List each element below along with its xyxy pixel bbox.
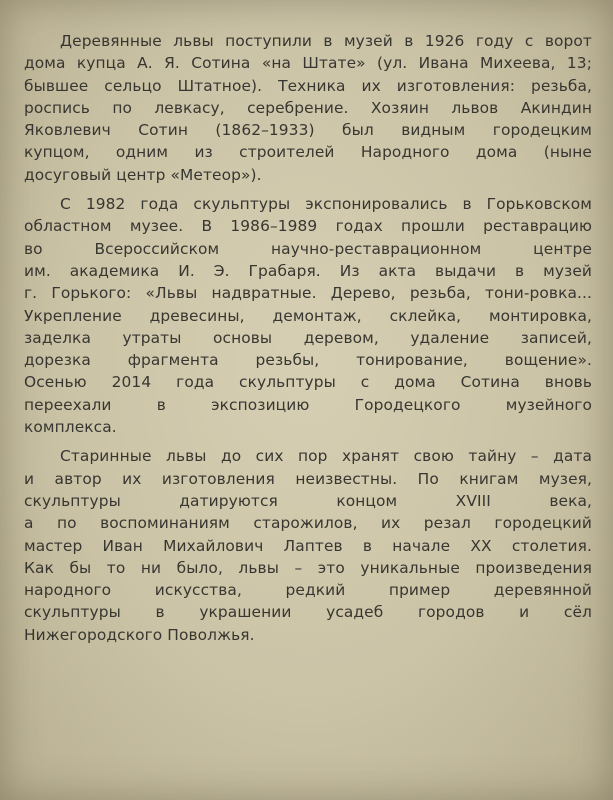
text-line: Как бы то ни было, львы – это уникальные произведения bbox=[24, 558, 592, 577]
text-line: дома купца А. Я. Сотина «на Штате» (ул. Ивана Михеева, 13; bbox=[24, 54, 592, 73]
text-line: народного искусства, редкий пример деревянной bbox=[24, 581, 592, 600]
text-line: а по воспоминаниям старожилов, их резал городецкий bbox=[24, 514, 592, 533]
text-line: бывшее сельцо Штатное). Техника их изготовления: резьба, bbox=[24, 76, 592, 95]
text-line: роспись по левкасу, серебрение. Хозяин львов Акиндин bbox=[24, 98, 592, 117]
text-line: областном музее. В 1986–1989 годах прошли реставрацию bbox=[24, 217, 592, 236]
text-line: Осенью 2014 года скульптуры с дома Сотина вновь bbox=[24, 373, 592, 392]
paragraph-3 bbox=[24, 445, 592, 646]
text-line: Деревянные львы поступили в музей в 1926 году с ворот bbox=[60, 32, 592, 50]
text-line: комплекса. bbox=[24, 418, 117, 437]
text-line: переехали в экспозицию Городецкого музейного bbox=[24, 395, 592, 414]
text-line: Нижегородского Поволжья. bbox=[24, 625, 255, 644]
text-line: скульптуры датируются концом XVIII века, bbox=[24, 491, 592, 510]
text-line: и автор их изготовления неизвестны. По книгам музея, bbox=[24, 469, 592, 488]
text-line: г. Горького: «Львы надвратные. Дерево, резьба, тони-ровка... bbox=[24, 284, 592, 303]
text-line: мастер Иван Михайлович Лаптев в начале XX столетия. bbox=[24, 536, 592, 555]
text-line: во Всероссийском научно-реставрационном центре bbox=[24, 239, 592, 258]
text-line: им. академика И. Э. Грабаря. Из акта выдачи в музей bbox=[24, 261, 592, 280]
document-page bbox=[24, 30, 592, 653]
text-line: скульптуры в украшении усадеб городов и сёл bbox=[24, 603, 592, 622]
text-line: Укрепление древесины, демонтаж, склейка, монтировка, bbox=[24, 306, 592, 325]
text-line: Старинные львы до сих пор хранят свою тайну – дата bbox=[60, 447, 592, 466]
text-line: досуговый центр «Метеор»). bbox=[24, 165, 262, 184]
text-line: заделка утраты основы деревом, удаление записей, bbox=[24, 328, 592, 347]
text-line: дорезка фрагмента резьбы, тонирование, вощение». bbox=[24, 351, 592, 370]
text-line: Яковлевич Сотин (1862–1933) был видным городецким bbox=[24, 121, 592, 140]
paragraph-1 bbox=[24, 30, 592, 186]
text-line: купцом, одним из строителей Народного дома (ныне bbox=[24, 143, 592, 162]
text-line: С 1982 года скульптуры экспонировались в Горьковском bbox=[60, 195, 592, 214]
paragraph-2 bbox=[24, 193, 592, 438]
